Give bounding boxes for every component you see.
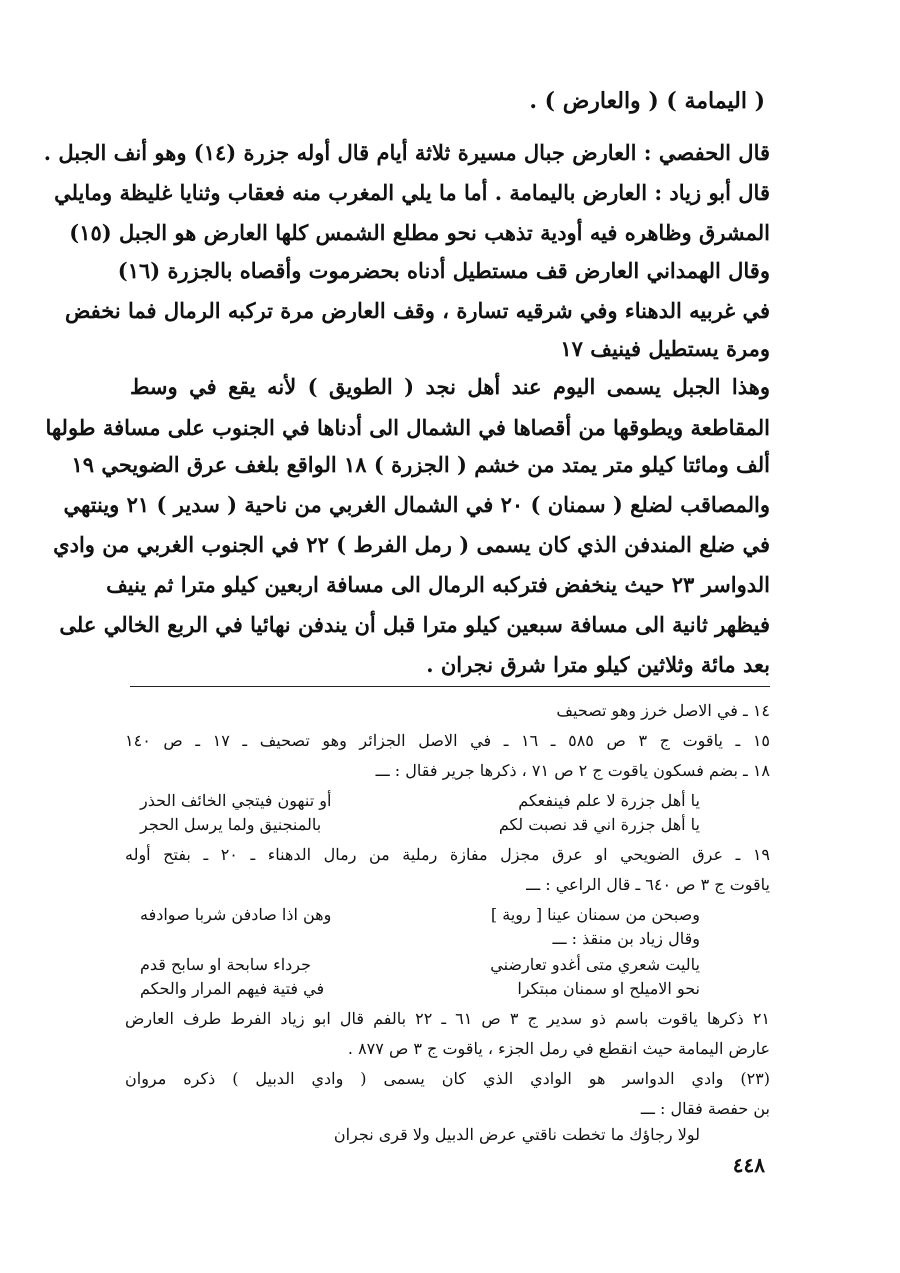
body-line-2: قال أبو زياد : العارض باليمامة . أما ما يلي المغرب منه فعقاب وثنايا غليظة ومايلي [54,180,770,205]
section-heading: ( اليمامة ) ( والعارض ) . [529,88,765,114]
footnote-18: ١٨ ـ بضم فسكون ياقوت ج ٢ ص ٧١ ، ذكرها جرير فقال : ـــ [375,761,770,780]
body-line-8: المقاطعة ويطوقها من أقصاها في الشمال الى أدناها في الجنوب على مسافة طولها [45,415,770,440]
verse-line [140,954,700,976]
footnote-23: (٢٣) وادي الدواسر هو الوادي الذي كان يسمى ( وادي الدبيل ) ذكره مروان [125,1069,770,1088]
footnote-15: ١٥ ـ ياقوت ج ٣ ص ٥٨٥ ـ ١٦ ـ في الاصل الجزائر وهو تصحيف ـ ١٧ ـ ص ١٤٠ [125,731,770,750]
body-line-11: في ضلع المندفن الذي كان يسمى ( رمل الفرط ) ٢٢ في الجنوب الغربي من وادي [53,532,770,557]
footnote-21: ٢١ ذكرها ياقوت باسم ذو سدير ج ٣ ص ٦١ ـ ٢٢ بالفم قال ابو زياد الفرط طرف العارض [125,1009,771,1028]
body-line-14: بعد مائة وثلاثين كيلو مترا شرق نجران . [426,652,770,677]
verse-hemistich: في فتية فيهم المرار والحكم [140,979,325,998]
body-line-4: وقال الهمداني العارض قف مستطيل أدناه بحضرموت وأقصاه بالجزرة (١٦) [117,258,770,283]
verse-hemistich: جرداء سابحة او سابح قدم [140,955,311,974]
page-number: ٤٤٨ [732,1153,765,1177]
verse-hemistich: أو تنهون فيتجي الخائف الحذر [140,791,332,810]
verse-line [140,978,700,1000]
body-line-9: ألف ومائتا كيلو متر يمتد من خشم ( الجزرة ) ١٨ الواقع بلغف عرق الضويحي ١٩ [71,452,770,477]
verse-hemistich: وصبحن من سمنان عينا [ روية ] [490,905,700,924]
verse-hemistich: ياليت شعري متى أغدو تعارضني [490,955,700,974]
verse-line [140,814,700,836]
body-line-13: فيظهر ثانية الى مسافة سبعين كيلو مترا قبل أن يندفن نهائيا في الربع الخالي على [59,612,770,637]
verse-hemistich: وهن اذا صادفن شربا صوادفه [140,905,332,924]
verse-hemistich: يا أهل جزرة لا علم فينفعكم [518,791,700,810]
body-line-10: والمصاقب لضلع ( سمنان ) ٢٠ في الشمال الغربي من ناحية ( سدير ) ٢١ وينتهي [63,492,770,517]
footnote-23-cont: بن حفصة فقال : ـــ [640,1099,770,1118]
verse-line: لولا رجاؤك ما تخطت ناقتي عرض الدبيل ولا قرى نجران [333,1125,700,1144]
footnote-separator [130,686,770,687]
body-line-3: المشرق وظاهره فيه أودية تذهب نحو مطلع الشمس كلها العارض هو الجبل (١٥) [69,220,770,245]
footnote-19-cont: ياقوت ج ٣ ص ٦٤٠ ـ قال الراعي : ـــ [526,875,770,894]
verse-hemistich: يا أهل جزرة اني قد نصبت لكم [498,815,700,834]
footnote-ziyad: وقال زياد بن منقذ : ـــ [552,929,700,948]
verse-line [140,904,700,926]
footnote-19: ١٩ ـ عرق الضويحي او عرق مجزل مفازة رملية من رمال الدهناء ـ ٢٠ ـ بفتح أوله [125,845,770,864]
verse-line [140,790,700,812]
body-line-1: قال الحفصي : العارض جبال مسيرة ثلاثة أيام قال أوله جزرة (١٤) وهو أنف الجبل . [43,140,770,165]
body-line-5: في غربيه الدهناء وفي شرقيه تسارة ، وقف العارض مرة تركبه الرمال فما نخفض [64,298,770,323]
verse-hemistich: نحو الاميلح او سمنان مبتكرا [517,979,700,998]
footnote-14: ١٤ ـ في الاصل خرز وهو تصحيف [556,701,770,720]
body-line-7: وهذا الجبل يسمى اليوم عند أهل نجد ( الطويق ) لأنه يقع في وسط [130,374,770,399]
verse-hemistich: بالمنجنيق ولما يرسل الحجر [140,815,322,834]
footnote-21-cont: عارض اليمامة حيث انقطع في رمل الجزء ، ياقوت ج ٣ ص ٨٧٧ . [347,1039,770,1058]
body-line-12: الدواسر ٢٣ حيث ينخفض فتركبه الرمال الى مسافة اربعين كيلو مترا ثم ينيف [106,572,770,597]
body-line-6: ومرة يستطيل فينيف ١٧ [560,336,770,361]
